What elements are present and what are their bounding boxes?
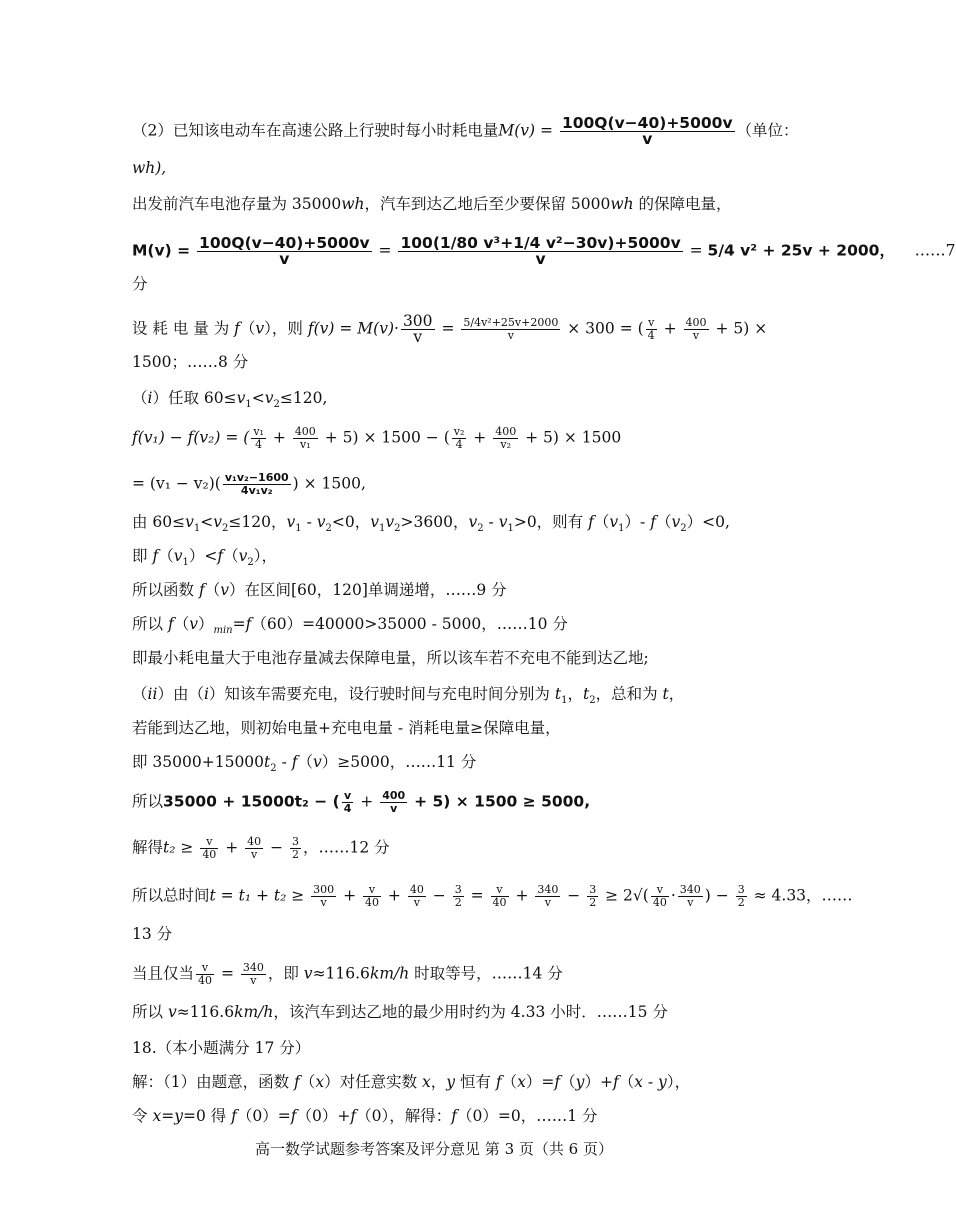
- line-22: 13 分: [132, 925, 173, 943]
- line-17: 若能到达乙地，则初始电量+充电电量 - 消耗电量≥保障电量，: [132, 719, 561, 737]
- line-11: 由 $60\le v_1<v_2\le 120$，$v_1 - v_2<0$，$v_1v_2>3600$，$v_2 - v_1>0$，则有 $f(v_1)-$ $f(v_2)<0$,: [132, 513, 730, 535]
- line-1: （2）已知该电动车在高速公路上行驶时每小时耗电量M(v) = $\frac{100Q(v-40)+5000v}{v}$ （单位：: [132, 114, 799, 148]
- line-20: 解得t₂ ≥ $\frac{v}{40}$ + $\frac{40}{v}$ − $\frac{3}{2}$ ，……12 分: [132, 835, 390, 861]
- line-2: wh),: [132, 159, 167, 177]
- line-3: 出发前汽车电池存量为 35000wh，汽车到达乙地后至少要保留 5000wh 的保障电量，: [132, 195, 732, 213]
- line-14: 所以 $f(v)_{min}=f(60)=40000>35000 - 5000$，……10 分: [132, 615, 568, 637]
- line-8: （i）任取 $60\le v_1<v_2\le 120$,: [132, 389, 328, 411]
- line-6: 设 耗 电 量 为 f（v），则 f(v) = M(v)· $\frac{300}{v}$ = $\frac{\text{5/4v²+25v+2000}}{v}$ × 300 = ( $\frac{v}{4}$ + $\frac{400}{v}$ + 5) ×: [132, 312, 768, 346]
- line-18: 即 $35000+15000t_2 - f(v)\ge 5000$，……11 分: [132, 753, 477, 775]
- line-23: 当且仅当 $\frac{v}{40}$ = $\frac{340}{v}$ ，即 v≈116.6km/h 时取等号，……14 分: [132, 961, 563, 987]
- page-footer: 高一数学试题参考答案及评分意见 第 3 页（共 6 页）: [255, 1140, 613, 1158]
- line-16: （ii）由（i）知该车需要充电，设行驶时间与充电时间分别为 $t_1$，$t_2$，总和为 t，: [132, 685, 685, 707]
- line-19: 所以35000 + 15000t₂ − ( $\frac{v}{4}$ + $\frac{400}{v}$ + 5) × 1500 ≥ 5000,: [132, 789, 591, 815]
- line-24: 所以 v≈116.6km/h，该汽车到达乙地的最少用时约为 4.33 小时．……15 分: [132, 1003, 668, 1021]
- line-7: 1500；……8 分: [132, 353, 249, 371]
- line-13: 所以函数 f（v）在区间[60，120]单调递增，……9 分: [132, 581, 507, 599]
- line-25: 18.（本小题满分 17 分）: [132, 1039, 311, 1057]
- line-5: 分: [132, 275, 148, 293]
- line-12: 即 $f(v_1)<f(v_2)$，: [132, 547, 278, 569]
- line-26: 解：（1）由题意，函数 f（x）对任意实数 x，y 恒有 f（x）=f（y）+f（x - y），: [132, 1073, 691, 1091]
- line-9: f(v₁) − f(v₂) = ( $\frac{\text{v₁}}{4}$ + $\frac{400}{\text{v₁}}$ + 5) × 1500 − ( $\frac{\text{v₂}}{4}$ + $\frac{400}{\text{v₂}}$ + 5) × 1500: [132, 425, 622, 451]
- line-10: = (v₁ − v₂)( $\frac{\text{v₁v₂−1600}}{\text{4v₁v₂}}$ ) × 1500,: [132, 471, 366, 497]
- line-21: 所以总时间t = t₁ + t₂ ≥ $\frac{300}{v}$ + $\frac{v}{40}$ + $\frac{40}{v}$ − $\frac{3}{2}$ = $\frac{v}{40}$ + $\frac{340}{v}$ − $\frac{3}{2}$ ≥ 2√( $\frac{v}{40}$ · $\frac{340}{v}$ ) − $\frac{3}{2}$ ≈ 4.33，……: [132, 883, 853, 909]
- line-27: 令 x=y=0 得 f（0）=f（0）+f（0），解得：f（0）=0，……1 分: [132, 1107, 598, 1125]
- line-4: M(v) = $\frac{100Q(v-40)+5000v}{v}$ = $\frac{\text{100(1/80 v³+1/4 v²−30v)+5000v}}{v}$ = 5/4 v² + 25v + 2000， ……7: [132, 234, 956, 268]
- line-15: 即最小耗电量大于电池存量减去保障电量，所以该车若不充电不能到达乙地;: [132, 649, 649, 667]
